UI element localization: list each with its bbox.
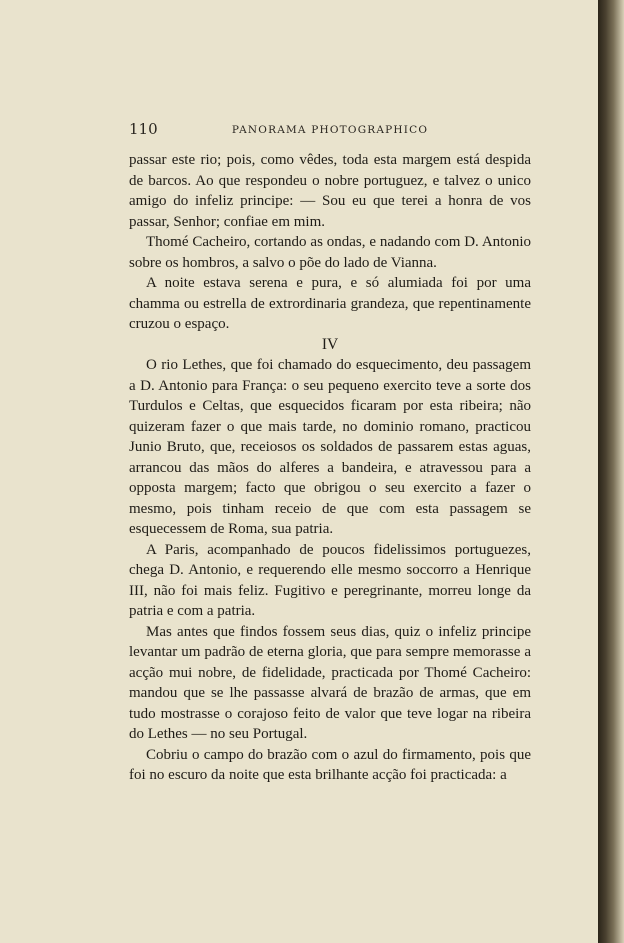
paragraph: A noite estava serena e pura, e só alumiada foi por uma chamma ou estrella de extrordinaria grandeza, que repentinamente cruzou o espaço. bbox=[129, 275, 531, 332]
paragraph: passar este rio; pois, como vêdes, toda esta margem está despida de barcos. Ao que respondeu o nobre portuguez, e talvez o unico amigo do infeliz principe: — Sou eu que terei a honra de vos passar, Senhor; confiae em mim. bbox=[129, 152, 531, 230]
page-number: 110 bbox=[129, 120, 158, 138]
paragraph: Thomé Cacheiro, cortando as ondas, e nadando com D. Antonio sobre os hombros, a salvo o põe do lado de Vianna. bbox=[129, 234, 531, 271]
running-title: PANORAMA PHOTOGRAPHICO bbox=[231, 124, 429, 136]
paragraph: A Paris, acompanhado de poucos fidelissimos portuguezes, chega D. Antonio, e requerendo elle mesmo soccorro a Henrique III, não foi mais feliz. Fugitivo e peregrinante, morreu longe da patria e com a patria. bbox=[129, 541, 531, 619]
page-header bbox=[129, 120, 531, 140]
binding-edge bbox=[598, 0, 624, 943]
paragraph: O rio Lethes, que foi chamado do esquecimento, deu passagem a D. Antonio para França: o seu pequeno exercito teve a sorte dos Turdulos e Celtas, que esquecidos ficaram por esta ribeira; não quizeram fazer o que mais tarde, no dominio romano, practicou Junio Bruto, que, receiosos os soldados de passarem estas aguas, arrancou das mãos do alferes a bandeira, e atravessou para a opposta margem; facto que obrigou o seu exercito a fazer o mesmo, pois tinham receio de que com esta passagem se esquecessem de Roma, sua patria. bbox=[129, 357, 531, 537]
paragraph: Mas antes que findos fossem seus dias, quiz o infeliz principe levantar um padrão de eterna gloria, que para sempre memorasse a acção mui nobre, de fidelidade, practicada por Thomé Cacheiro: mandou que se lhe passasse alvará de brazão de armas, que em tudo mostrasse o corajoso feito de valor que teve logar na ribeira do Lethes — no seu Portugal. bbox=[129, 623, 531, 742]
body-text bbox=[129, 150, 531, 786]
section-heading: IV bbox=[321, 335, 339, 353]
paragraph: Cobriu o campo do brazão com o azul do firmamento, pois que foi no escuro da noite que esta brilhante acção foi practicada: a bbox=[129, 746, 531, 783]
